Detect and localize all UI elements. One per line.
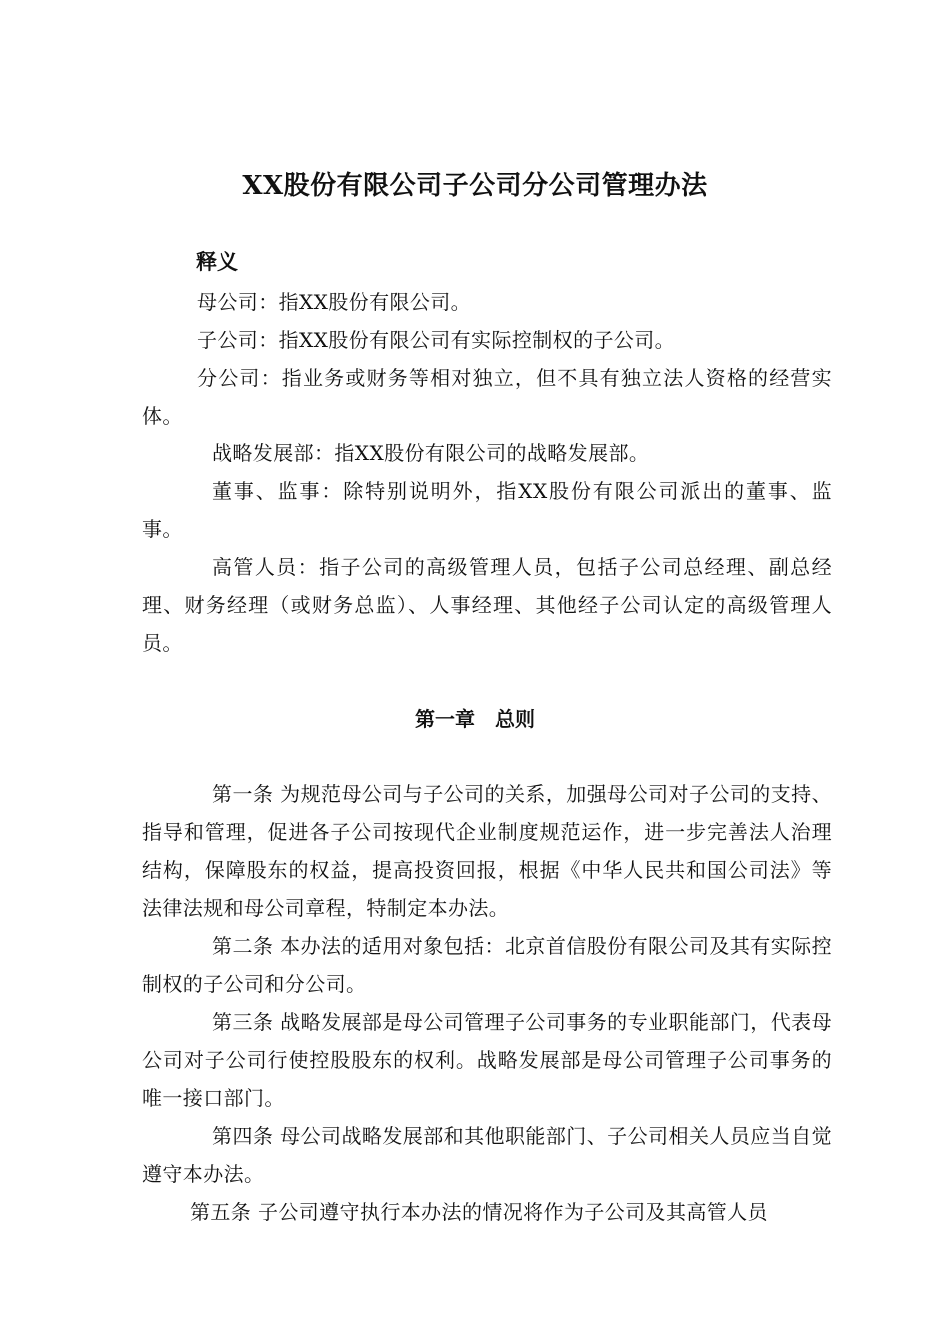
definition-parent-company: 母公司：指XX股份有限公司。: [197, 290, 472, 314]
article-2: 第二条 本办法的适用对象包括：北京首信股份有限公司及其有实际控制权的子公司和分公司。: [142, 934, 832, 996]
definition-senior-management: 高管人员：指子公司的高级管理人员，包括子公司总经理、副总经理、财务经理（或财务总监）、人事经理、其他经子公司认定的高级管理人员。: [142, 555, 832, 655]
definition-directors-supervisors: 董事、监事：除特别说明外，指XX股份有限公司派出的董事、监事。: [142, 479, 832, 541]
article-3: 第三条 战略发展部是母公司管理子公司事务的专业职能部门，代表母公司对子公司行使控股股东的权利。战略发展部是母公司管理子公司事务的唯一接口部门。: [142, 1010, 832, 1110]
definition-subsidiary: 子公司：指XX股份有限公司有实际控制权的子公司。: [197, 328, 676, 352]
definition-branch: 分公司：指业务或财务等相对独立，但不具有独立法人资格的经营实体。: [142, 366, 832, 428]
article-5: 第五条 子公司遵守执行本办法的情况将作为子公司及其高管人员: [190, 1200, 768, 1224]
article-1: 第一条 为规范母公司与子公司的关系，加强母公司对子公司的支持、指导和管理，促进各子公司按现代企业制度规范运作，进一步完善法人治理结构，保障股东的权益，提高投资回报，根据《中华人民共和国公司法》等法律法规和母公司章程，特制定本办法。: [142, 782, 832, 920]
chapter-heading: 第一章 总则: [415, 707, 535, 731]
article-4: 第四条 母公司战略发展部和其他职能部门、子公司相关人员应当自觉遵守本办法。: [142, 1124, 832, 1186]
definition-strategy-department: 战略发展部：指XX股份有限公司的战略发展部。: [212, 441, 650, 465]
document-title: XX股份有限公司子公司分公司管理办法: [242, 171, 708, 201]
definitions-heading: 释义: [196, 249, 238, 274]
